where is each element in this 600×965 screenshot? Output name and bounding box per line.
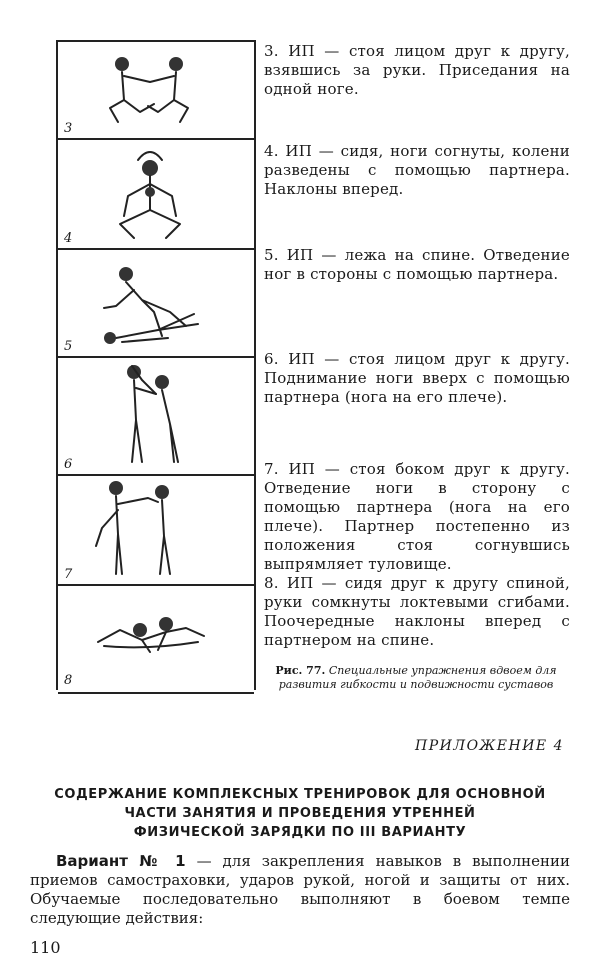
heading-line: ЧАСТИ ЗАНЯТИЯ И ПРОВЕДЕНИЯ УТРЕННЕЙ xyxy=(124,806,476,821)
exercise-5-text: 5. ИП — лежа на спине. Отведение ног в стороны с помощью партнера. xyxy=(264,246,570,283)
variant-label: Вариант № 1 xyxy=(56,852,186,870)
figure-panel-7 xyxy=(58,474,254,586)
exercise-8-text: 8. ИП — сидя друг к другу спиной, руки сомкнуты локтевыми сгибами. Поочередные наклоны вперед с партнером на спине. xyxy=(264,574,570,649)
exercise-6-drawing xyxy=(58,358,254,476)
exercise-7-drawing xyxy=(58,476,254,586)
page-number: 110 xyxy=(30,938,61,957)
panel-number: 7 xyxy=(64,567,73,582)
caption-text: Специальные упражнения вдвоем для развития гибкости и подвижности суставов xyxy=(278,664,557,691)
exercise-3-text: 3. ИП — стоя лицом друг к другу, взявшись за руки. Приседания на одной ноге. xyxy=(264,42,570,98)
variant-text: — для закрепления навыков в выполнении приемов самостраховки, ударов рукой, ногой и защиты от них. Обучаемые последовательно выполняют в боевом темпе следующие действия: xyxy=(30,852,570,927)
exercise-6-text: 6. ИП — стоя лицом друг к другу. Поднимание ноги вверх с помощью партнера (нога на его плече). xyxy=(264,350,570,406)
exercise-4-drawing xyxy=(58,140,254,250)
variant-paragraph xyxy=(30,852,570,928)
figure-panel-4 xyxy=(58,138,254,250)
heading-line: ФИЗИЧЕСКОЙ ЗАРЯДКИ ПО III ВАРИАНТУ xyxy=(133,825,467,840)
figure-panel-8 xyxy=(58,584,254,694)
panel-number: 8 xyxy=(64,673,73,688)
exercise-5-drawing xyxy=(58,250,254,358)
exercise-8-drawing xyxy=(58,586,254,692)
exercise-7-text: 7. ИП — стоя боком друг к другу. Отведение ноги в сторону с помощью партнера (нога на его плече). Партнер постепенно из положения стоя согнувшись выпрямляет туловище. xyxy=(264,460,570,573)
panel-number: 5 xyxy=(64,339,73,354)
panel-number: 3 xyxy=(64,121,73,136)
exercise-3-drawing xyxy=(58,42,254,140)
figure-panel-5 xyxy=(58,248,254,358)
caption-label: Рис. 77. xyxy=(275,664,326,677)
figure-panel-6 xyxy=(58,356,254,476)
figure-caption xyxy=(258,664,574,692)
exercise-4-text: 4. ИП — сидя, ноги согнуты, колени разведены с помощью партнера. Наклоны вперед. xyxy=(264,142,570,198)
figure-illustration-column xyxy=(56,40,256,690)
figure-panel-3 xyxy=(58,40,254,140)
panel-number: 6 xyxy=(64,457,73,472)
appendix-label: ПРИЛОЖЕНИЕ 4 xyxy=(415,738,564,754)
panel-number: 4 xyxy=(64,231,73,246)
section-heading xyxy=(30,785,570,842)
heading-line: СОДЕРЖАНИЕ КОМПЛЕКСНЫХ ТРЕНИРОВОК ДЛЯ ОСНОВНОЙ xyxy=(54,787,546,802)
